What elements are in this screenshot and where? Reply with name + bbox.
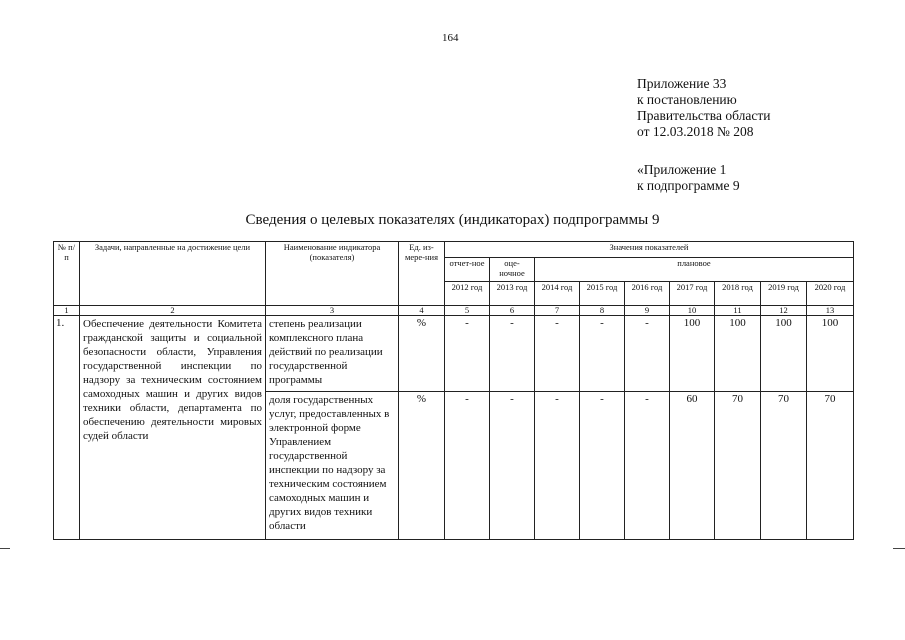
column-number: 12 [761, 306, 807, 316]
unit-cell: % [399, 392, 445, 540]
column-number: 10 [670, 306, 715, 316]
unit-cell: % [399, 316, 445, 392]
column-number: 6 [490, 306, 535, 316]
page-number: 164 [442, 32, 459, 44]
appendix-line-2: к постановлению [637, 92, 737, 107]
column-number: 3 [266, 306, 399, 316]
appendix-header [637, 76, 770, 140]
value-cell: - [490, 316, 535, 392]
task-cell: Обеспечение деятельности Комитета гражданской защиты и социальной безопасности области, Управления государственной инспекции по надзору за техническим состоянием самоходных машин и других видов техники области, департамента по обеспечению деятельности мировых судей области [80, 316, 266, 540]
document-title: Сведения о целевых показателях (индикаторах) подпрограммы 9 [245, 212, 660, 228]
column-number: 1 [54, 306, 80, 316]
value-cell: 100 [715, 316, 761, 392]
value-cell: - [580, 392, 625, 540]
header-values: Значения показателей [445, 242, 854, 258]
header-planned: плановое [535, 258, 854, 282]
table-row [54, 316, 854, 392]
header-year: 2014 год [535, 282, 580, 306]
appendix-sub-line-1: «Приложение 1 [637, 162, 727, 177]
header-year: 2015 год [580, 282, 625, 306]
value-cell: 100 [807, 316, 854, 392]
indicator-name: доля государственных услуг, предоставленных в электронной форме Управлением государственной инспекции по надзору за техническим состоянием самоходных машин и других видов техники области [266, 392, 399, 540]
indicators-table [53, 241, 854, 540]
column-number: 9 [625, 306, 670, 316]
margin-mark [893, 548, 905, 549]
header-reported: отчет-ное [445, 258, 490, 282]
header-year: 2019 год [761, 282, 807, 306]
header-unit: Ед. из-мере-ния [399, 242, 445, 306]
header-year: 2016 год [625, 282, 670, 306]
value-cell: - [535, 392, 580, 540]
value-cell: - [625, 392, 670, 540]
column-number: 5 [445, 306, 490, 316]
header-year: 2017 год [670, 282, 715, 306]
header-estimated: оце-ночное [490, 258, 535, 282]
value-cell: - [625, 316, 670, 392]
header-year: 2012 год [445, 282, 490, 306]
value-cell: - [445, 316, 490, 392]
value-cell: - [535, 316, 580, 392]
value-cell: 70 [715, 392, 761, 540]
column-number: 2 [80, 306, 266, 316]
appendix-line-4: от 12.03.2018 № 208 [637, 124, 754, 139]
value-cell: 70 [761, 392, 807, 540]
value-cell: 70 [807, 392, 854, 540]
appendix-sub-line-2: к подпрограмме 9 [637, 178, 740, 193]
column-number: 8 [580, 306, 625, 316]
header-indicator: Наименование индикатора (показателя) [266, 242, 399, 306]
value-cell: 100 [761, 316, 807, 392]
value-cell: 60 [670, 392, 715, 540]
header-year: 2020 год [807, 282, 854, 306]
value-cell: - [445, 392, 490, 540]
margin-mark [0, 548, 10, 549]
value-cell: 100 [670, 316, 715, 392]
header-year: 2013 год [490, 282, 535, 306]
indicator-name: степень реализации комплексного плана действий по реализации государственной программы [266, 316, 399, 392]
column-number: 4 [399, 306, 445, 316]
header-year: 2018 год [715, 282, 761, 306]
column-number: 11 [715, 306, 761, 316]
appendix-line-1: Приложение 33 [637, 76, 727, 91]
header-num: № п/п [54, 242, 80, 306]
value-cell: - [580, 316, 625, 392]
column-number: 7 [535, 306, 580, 316]
column-number: 13 [807, 306, 854, 316]
header-task: Задачи, направленные на достижение цели [80, 242, 266, 306]
value-cell: - [490, 392, 535, 540]
appendix-line-3: Правительства области [637, 108, 771, 123]
appendix-subheader [637, 162, 740, 194]
row-number: 1. [54, 316, 80, 540]
